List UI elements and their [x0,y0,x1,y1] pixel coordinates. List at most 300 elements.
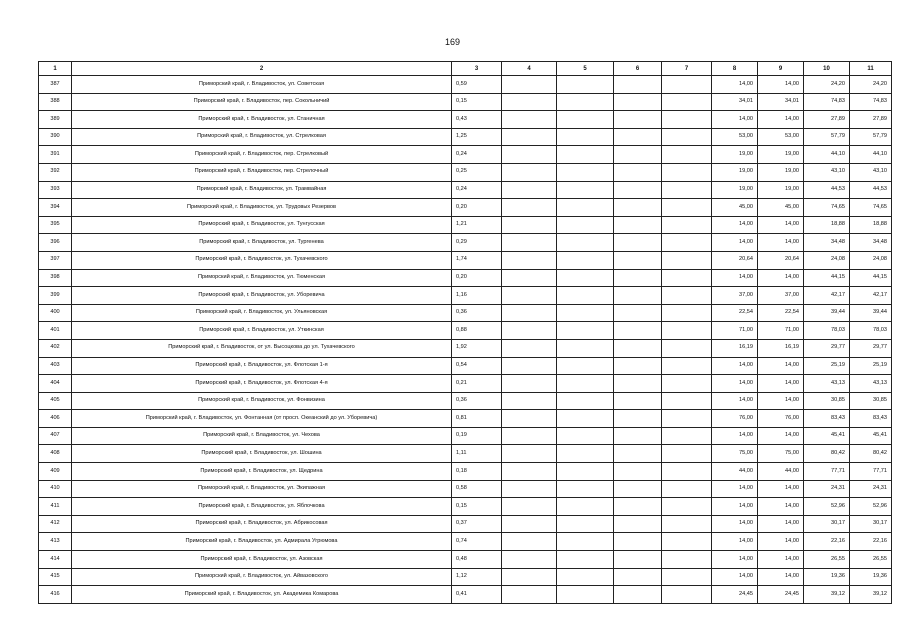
address-cell: Приморский край, г. Владивосток, ул. Трамвайная [72,181,452,199]
row-number-cell: 396 [39,234,72,252]
header-cell: 5 [557,62,614,76]
row-number-cell: 409 [39,463,72,481]
length-cell: 0,48 [452,551,502,569]
col10-cell: 24,08 [804,251,850,269]
address-cell: Приморский край, г. Владивосток, ул. Трудовых Резервов [72,199,452,217]
table-body [39,76,892,604]
length-cell: 0,15 [452,93,502,111]
col9-cell: 14,00 [758,480,804,498]
col8-cell: 14,00 [712,515,758,533]
address-cell: Приморский край, г. Владивосток, ул. Советская [72,76,452,94]
length-cell: 1,11 [452,445,502,463]
col10-cell: 52,96 [804,498,850,516]
col5-cell [557,586,614,604]
col4-cell [502,163,557,181]
col10-cell: 57,79 [804,128,850,146]
col8-cell: 14,00 [712,551,758,569]
col4-cell [502,533,557,551]
header-cell: 6 [614,62,662,76]
col8-cell: 19,00 [712,146,758,164]
col5-cell [557,216,614,234]
row-number-cell: 413 [39,533,72,551]
col7-cell [662,111,712,129]
col5-cell [557,304,614,322]
col6-cell [614,251,662,269]
table-row [39,234,892,252]
col8-cell: 75,00 [712,445,758,463]
header-cell: 4 [502,62,557,76]
header-cell: 8 [712,62,758,76]
col11-cell: 19,36 [850,568,892,586]
address-cell: Приморский край, г. Владивосток, пер. Стрелковый [72,146,452,164]
col7-cell [662,480,712,498]
col9-cell: 34,01 [758,93,804,111]
col5-cell [557,498,614,516]
col6-cell [614,445,662,463]
col9-cell: 14,00 [758,568,804,586]
col7-cell [662,234,712,252]
row-number-cell: 406 [39,410,72,428]
col7-cell [662,392,712,410]
col5-cell [557,128,614,146]
col4-cell [502,445,557,463]
col8-cell: 14,00 [712,216,758,234]
col11-cell: 30,85 [850,392,892,410]
col6-cell [614,322,662,340]
col4-cell [502,357,557,375]
table-row [39,111,892,129]
row-number-cell: 399 [39,287,72,305]
col9-cell: 14,00 [758,498,804,516]
col7-cell [662,357,712,375]
col6-cell [614,568,662,586]
col7-cell [662,445,712,463]
row-number-cell: 398 [39,269,72,287]
col11-cell: 27,89 [850,111,892,129]
col6-cell [614,463,662,481]
col5-cell [557,76,614,94]
col9-cell: 14,00 [758,551,804,569]
col10-cell: 24,31 [804,480,850,498]
col7-cell [662,287,712,305]
length-cell: 0,18 [452,463,502,481]
col4-cell [502,463,557,481]
col10-cell: 44,10 [804,146,850,164]
col5-cell [557,251,614,269]
col6-cell [614,551,662,569]
col4-cell [502,322,557,340]
col10-cell: 74,65 [804,199,850,217]
col10-cell: 27,89 [804,111,850,129]
length-cell: 1,12 [452,568,502,586]
col5-cell [557,427,614,445]
col8-cell: 76,00 [712,410,758,428]
row-number-cell: 410 [39,480,72,498]
address-cell: Приморский край, г. Владивосток, ул. Тюменская [72,269,452,287]
row-number-cell: 412 [39,515,72,533]
col8-cell: 45,00 [712,199,758,217]
col4-cell [502,76,557,94]
col10-cell: 19,36 [804,568,850,586]
col11-cell: 26,55 [850,551,892,569]
address-cell: Приморский край, г. Владивосток, ул. Стрелковая [72,128,452,146]
address-cell: Приморский край, г. Владивосток, ул. Флотская 1-я [72,357,452,375]
col4-cell [502,480,557,498]
col9-cell: 14,00 [758,515,804,533]
header-cell: 10 [804,62,850,76]
data-table [38,61,892,604]
col7-cell [662,322,712,340]
length-cell: 0,54 [452,357,502,375]
length-cell: 0,24 [452,146,502,164]
col11-cell: 24,20 [850,76,892,94]
col8-cell: 19,00 [712,163,758,181]
col6-cell [614,339,662,357]
col8-cell: 14,00 [712,392,758,410]
col5-cell [557,181,614,199]
col6-cell [614,287,662,305]
address-cell: Приморский край, г. Владивосток, ул. Уборевича [72,287,452,305]
col9-cell: 44,00 [758,463,804,481]
col9-cell: 14,00 [758,427,804,445]
col5-cell [557,322,614,340]
col9-cell: 22,54 [758,304,804,322]
row-number-cell: 392 [39,163,72,181]
col9-cell: 71,00 [758,322,804,340]
col11-cell: 52,96 [850,498,892,516]
col4-cell [502,339,557,357]
length-cell: 0,25 [452,163,502,181]
col7-cell [662,515,712,533]
col10-cell: 25,19 [804,357,850,375]
header-cell: 9 [758,62,804,76]
address-cell: Приморский край, г. Владивосток, ул. Азовская [72,551,452,569]
table-row [39,93,892,111]
col5-cell [557,515,614,533]
col5-cell [557,163,614,181]
col4-cell [502,410,557,428]
address-cell: Приморский край, г. Владивосток, ул. Фонвизина [72,392,452,410]
col9-cell: 14,00 [758,234,804,252]
col6-cell [614,533,662,551]
row-number-cell: 414 [39,551,72,569]
col6-cell [614,586,662,604]
length-cell: 0,41 [452,586,502,604]
col7-cell [662,181,712,199]
address-cell: Приморский край, г. Владивосток, ул. Яблочкова [72,498,452,516]
col11-cell: 80,42 [850,445,892,463]
table-row [39,533,892,551]
page-number: 169 [444,37,461,47]
address-cell: Приморский край, г. Владивосток, пер. Стрелочный [72,163,452,181]
col11-cell: 74,83 [850,93,892,111]
row-number-cell: 397 [39,251,72,269]
col6-cell [614,234,662,252]
col8-cell: 14,00 [712,269,758,287]
col4-cell [502,199,557,217]
row-number-cell: 395 [39,216,72,234]
col9-cell: 37,00 [758,287,804,305]
table-row [39,304,892,322]
address-cell: Приморский край, г. Владивосток, ул. Тухачевского [72,251,452,269]
address-cell: Приморский край, г. Владивосток, ул. Уткинская [72,322,452,340]
length-cell: 0,59 [452,76,502,94]
col4-cell [502,234,557,252]
col9-cell: 16,19 [758,339,804,357]
col10-cell: 22,16 [804,533,850,551]
col8-cell: 44,00 [712,463,758,481]
address-cell: Приморский край, г. Владивосток, ул. Щедрина [72,463,452,481]
address-cell: Приморский край, г. Владивосток, ул. Флотская 4-я [72,375,452,393]
col4-cell [502,146,557,164]
header-cell: 11 [850,62,892,76]
col11-cell: 29,77 [850,339,892,357]
length-cell: 1,92 [452,339,502,357]
header-row [39,62,892,76]
col9-cell: 45,00 [758,199,804,217]
col6-cell [614,480,662,498]
address-cell: Приморский край, г. Владивосток, ул. Тургенева [72,234,452,252]
col6-cell [614,128,662,146]
col10-cell: 24,20 [804,76,850,94]
address-cell: Приморский край, г. Владивосток, ул. Станичная [72,111,452,129]
col11-cell: 42,17 [850,287,892,305]
length-cell: 0,37 [452,515,502,533]
table-row [39,392,892,410]
col11-cell: 44,10 [850,146,892,164]
col10-cell: 39,44 [804,304,850,322]
table-row [39,515,892,533]
col11-cell: 24,31 [850,480,892,498]
col5-cell [557,339,614,357]
col10-cell: 77,71 [804,463,850,481]
address-cell: Приморский край, г. Владивосток, ул. Фонтанная (от просп. Океанский до ул. Уборевича) [72,410,452,428]
col5-cell [557,463,614,481]
col11-cell: 43,13 [850,375,892,393]
col5-cell [557,199,614,217]
length-cell: 0,36 [452,392,502,410]
length-cell: 0,24 [452,181,502,199]
col7-cell [662,339,712,357]
col8-cell: 14,00 [712,111,758,129]
col7-cell [662,410,712,428]
row-number-cell: 393 [39,181,72,199]
col7-cell [662,586,712,604]
row-number-cell: 416 [39,586,72,604]
col10-cell: 30,85 [804,392,850,410]
col11-cell: 44,53 [850,181,892,199]
table-row [39,146,892,164]
col10-cell: 74,83 [804,93,850,111]
table-row [39,427,892,445]
length-cell: 0,81 [452,410,502,428]
col4-cell [502,111,557,129]
col9-cell: 19,00 [758,181,804,199]
col4-cell [502,392,557,410]
col8-cell: 53,00 [712,128,758,146]
length-cell: 1,16 [452,287,502,305]
header-cell: 3 [452,62,502,76]
col10-cell: 43,10 [804,163,850,181]
col6-cell [614,427,662,445]
row-number-cell: 415 [39,568,72,586]
col7-cell [662,498,712,516]
col9-cell: 14,00 [758,375,804,393]
col10-cell: 39,12 [804,586,850,604]
row-number-cell: 404 [39,375,72,393]
col7-cell [662,269,712,287]
col9-cell: 14,00 [758,269,804,287]
table-row [39,480,892,498]
col10-cell: 44,15 [804,269,850,287]
table-row [39,357,892,375]
col8-cell: 14,00 [712,357,758,375]
col5-cell [557,410,614,428]
length-cell: 0,43 [452,111,502,129]
table-row [39,586,892,604]
col4-cell [502,269,557,287]
col8-cell: 14,00 [712,427,758,445]
address-cell: Приморский край, г. Владивосток, ул. Абрикосовая [72,515,452,533]
col7-cell [662,128,712,146]
col10-cell: 18,88 [804,216,850,234]
col8-cell: 37,00 [712,287,758,305]
col9-cell: 75,00 [758,445,804,463]
length-cell: 0,20 [452,199,502,217]
col5-cell [557,287,614,305]
table-row [39,287,892,305]
col8-cell: 14,00 [712,533,758,551]
col5-cell [557,234,614,252]
table-row [39,463,892,481]
length-cell: 0,15 [452,498,502,516]
address-cell: Приморский край, г. Владивосток, ул. Экипажная [72,480,452,498]
col4-cell [502,216,557,234]
length-cell: 0,20 [452,269,502,287]
address-cell: Приморский край, г. Владивосток, пер. Сокольничий [72,93,452,111]
col6-cell [614,357,662,375]
col8-cell: 19,00 [712,181,758,199]
col7-cell [662,375,712,393]
col7-cell [662,568,712,586]
col5-cell [557,375,614,393]
length-cell: 0,74 [452,533,502,551]
col11-cell: 77,71 [850,463,892,481]
col11-cell: 44,15 [850,269,892,287]
address-cell: Приморский край, г. Владивосток, ул. Академика Комарова [72,586,452,604]
length-cell: 1,74 [452,251,502,269]
table-row [39,339,892,357]
row-number-cell: 402 [39,339,72,357]
col5-cell [557,392,614,410]
col9-cell: 14,00 [758,76,804,94]
address-cell: Приморский край, г. Владивосток, ул. Айвазовского [72,568,452,586]
col9-cell: 14,00 [758,216,804,234]
col11-cell: 78,03 [850,322,892,340]
table-row [39,199,892,217]
col4-cell [502,551,557,569]
row-number-cell: 403 [39,357,72,375]
address-cell: Приморский край, г. Владивосток, ул. Чехова [72,427,452,445]
col11-cell: 57,79 [850,128,892,146]
col4-cell [502,128,557,146]
table-row [39,128,892,146]
length-cell: 1,25 [452,128,502,146]
col4-cell [502,515,557,533]
col8-cell: 14,00 [712,498,758,516]
col5-cell [557,533,614,551]
col6-cell [614,304,662,322]
col7-cell [662,93,712,111]
col10-cell: 34,48 [804,234,850,252]
row-number-cell: 411 [39,498,72,516]
col7-cell [662,533,712,551]
col7-cell [662,76,712,94]
col5-cell [557,269,614,287]
col10-cell: 29,77 [804,339,850,357]
col6-cell [614,375,662,393]
col8-cell: 20,64 [712,251,758,269]
col4-cell [502,568,557,586]
col6-cell [614,392,662,410]
col10-cell: 83,43 [804,410,850,428]
table-row [39,181,892,199]
col10-cell: 30,17 [804,515,850,533]
address-cell: Приморский край, г. Владивосток, ул. Тунгусская [72,216,452,234]
col5-cell [557,357,614,375]
col11-cell: 74,65 [850,199,892,217]
address-cell: Приморский край, г. Владивосток, ул. Адмирала Угрюмова [72,533,452,551]
col5-cell [557,551,614,569]
col8-cell: 14,00 [712,234,758,252]
row-number-cell: 407 [39,427,72,445]
length-cell: 0,58 [452,480,502,498]
col10-cell: 44,53 [804,181,850,199]
col9-cell: 53,00 [758,128,804,146]
table-row [39,551,892,569]
col8-cell: 14,00 [712,480,758,498]
col10-cell: 42,17 [804,287,850,305]
col10-cell: 45,41 [804,427,850,445]
col9-cell: 20,64 [758,251,804,269]
length-cell: 1,21 [452,216,502,234]
col6-cell [614,181,662,199]
length-cell: 0,88 [452,322,502,340]
col10-cell: 43,13 [804,375,850,393]
table-row [39,498,892,516]
col6-cell [614,498,662,516]
col4-cell [502,427,557,445]
col9-cell: 14,00 [758,533,804,551]
col5-cell [557,568,614,586]
col6-cell [614,163,662,181]
col6-cell [614,269,662,287]
col5-cell [557,480,614,498]
table-row [39,410,892,428]
table-row [39,163,892,181]
col4-cell [502,251,557,269]
col11-cell: 39,12 [850,586,892,604]
col9-cell: 19,00 [758,146,804,164]
col8-cell: 16,19 [712,339,758,357]
row-number-cell: 389 [39,111,72,129]
length-cell: 0,19 [452,427,502,445]
col9-cell: 19,00 [758,163,804,181]
col4-cell [502,375,557,393]
row-number-cell: 400 [39,304,72,322]
col7-cell [662,304,712,322]
col7-cell [662,251,712,269]
